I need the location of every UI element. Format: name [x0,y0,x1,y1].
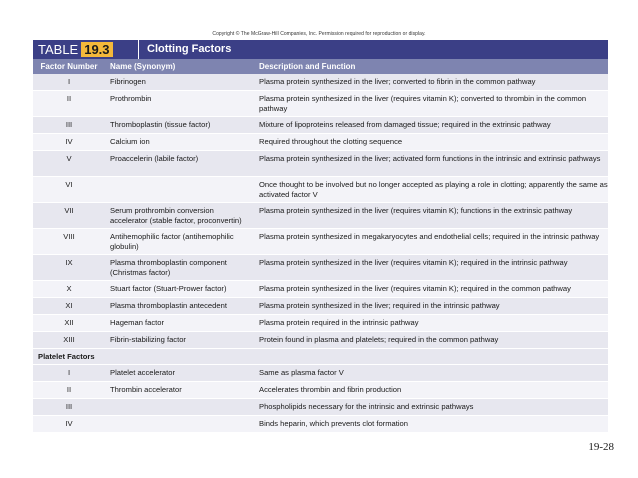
table-title-bar [33,40,608,59]
description-cell: Accelerates thrombin and fibrin production [259,385,402,394]
platelet-factors-heading: Platelet Factors [33,349,608,365]
table-row [33,229,608,255]
table-row [33,203,608,229]
table-row [33,151,608,177]
description-cell: Protein found in plasma and platelets; required in the common pathway [259,335,499,344]
description-cell: Once thought to be involved but no longer accepted as playing a role in clotting; apparently the same as activated factor V [259,180,608,199]
factor-number-cell: IV [65,419,73,428]
factor-number-cell: II [66,385,72,394]
description-cell: Plasma protein synthesized in the liver (requires vitamin K); functions in the extrinsic pathway [259,206,573,215]
table-row [33,91,608,117]
table-row [33,134,608,151]
name-cell: Plasma thromboplastin component (Christmas factor) [110,258,227,277]
description-cell: Binds heparin, which prevents clot formation [259,419,408,428]
factor-number-cell: IX [65,258,73,267]
factor-number-cell: XII [64,318,74,327]
name-cell: Stuart factor (Stuart-Prower factor) [110,284,227,293]
factor-number-cell: VII [64,206,74,215]
table-row [33,74,608,91]
factor-number-cell: II [66,94,72,103]
name-cell: Serum prothrombin conversion accelerator (stable factor, proconvertin) [110,206,242,225]
table-row [33,399,608,416]
name-cell: Platelet accelerator [110,368,176,377]
copyright-notice: Copyright © The McGraw-Hill Companies, Inc. Permission required for reproduction or display. [212,31,426,37]
factor-number-cell: X [66,284,72,293]
table-row [33,281,608,298]
description-cell: Plasma protein required in the intrinsic pathway [259,318,419,327]
name-cell: Fibrinogen [110,77,146,86]
factor-number-cell: I [67,368,71,377]
clotting-rows [33,74,608,349]
table-title: Clotting Factors [138,40,231,59]
description-cell: Plasma protein synthesized in the liver (requires vitamin K); required in the common pathway [259,284,571,293]
name-cell: Proaccelerin (labile factor) [110,154,199,163]
table-row [33,382,608,399]
factor-number-cell: XIII [63,335,75,344]
factor-number-cell: IV [65,137,73,146]
description-cell: Plasma protein synthesized in the liver; required in the intrinsic pathway [259,301,500,310]
table-row [33,117,608,134]
table-number-value: 19.3 [81,42,112,57]
table-row [33,416,608,433]
column-header-row [33,59,608,74]
header-factor-number: Factor Number [40,62,98,71]
description-cell: Same as plasma factor V [259,368,344,377]
factor-number-cell: XI [65,301,73,310]
header-description: Description and Function [259,62,356,71]
name-cell: Plasma thromboplastin antecedent [110,301,227,310]
name-cell: Thromboplastin (tissue factor) [110,120,211,129]
header-name: Name (Synonym) [110,62,176,71]
factor-number-cell: VI [65,180,73,189]
table-number [33,42,138,57]
factor-number-cell: V [66,154,72,163]
description-cell: Required throughout the clotting sequence [259,137,403,146]
table-row [33,315,608,332]
name-cell: Hageman factor [110,318,165,327]
description-cell: Plasma protein synthesized in megakaryocytes and endothelial cells; required in the intrinsic pathway [259,232,600,241]
name-cell: Calcium ion [110,137,150,146]
factor-number-cell: VIII [63,232,75,241]
factor-number-cell: I [67,77,71,86]
platelet-rows [33,365,608,433]
description-cell: Phospholipids necessary for the intrinsic and extrinsic pathways [259,402,474,411]
description-cell: Plasma protein synthesized in the liver (requires vitamin K); required in the intrinsic pathway [259,258,568,267]
table-row [33,298,608,315]
factor-number-cell: III [65,120,73,129]
description-cell: Plasma protein synthesized in the liver (requires vitamin K); converted to thrombin in the common pathway [259,94,587,113]
factor-number-cell: III [65,402,73,411]
table-row [33,332,608,349]
page-number: 19-28 [588,441,614,453]
description-cell: Plasma protein synthesized in the liver; activated form functions in the intrinsic and extrinsic pathways [259,154,601,163]
name-cell: Antihemophilic factor (antihemophilic globulin) [110,232,234,251]
description-cell: Mixture of lipoproteins released from damaged tissue; required in the extrinsic pathway [259,120,551,129]
name-cell: Fibrin-stabilizing factor [110,335,186,344]
table-row [33,255,608,281]
name-cell: Prothrombin [110,94,152,103]
table-label: TABLE [38,42,79,57]
table-row [33,365,608,382]
description-cell: Plasma protein synthesized in the liver; converted to fibrin in the common pathway [259,77,536,86]
table-row [33,177,608,203]
name-cell: Thrombin accelerator [110,385,182,394]
clotting-factors-table [33,40,608,433]
